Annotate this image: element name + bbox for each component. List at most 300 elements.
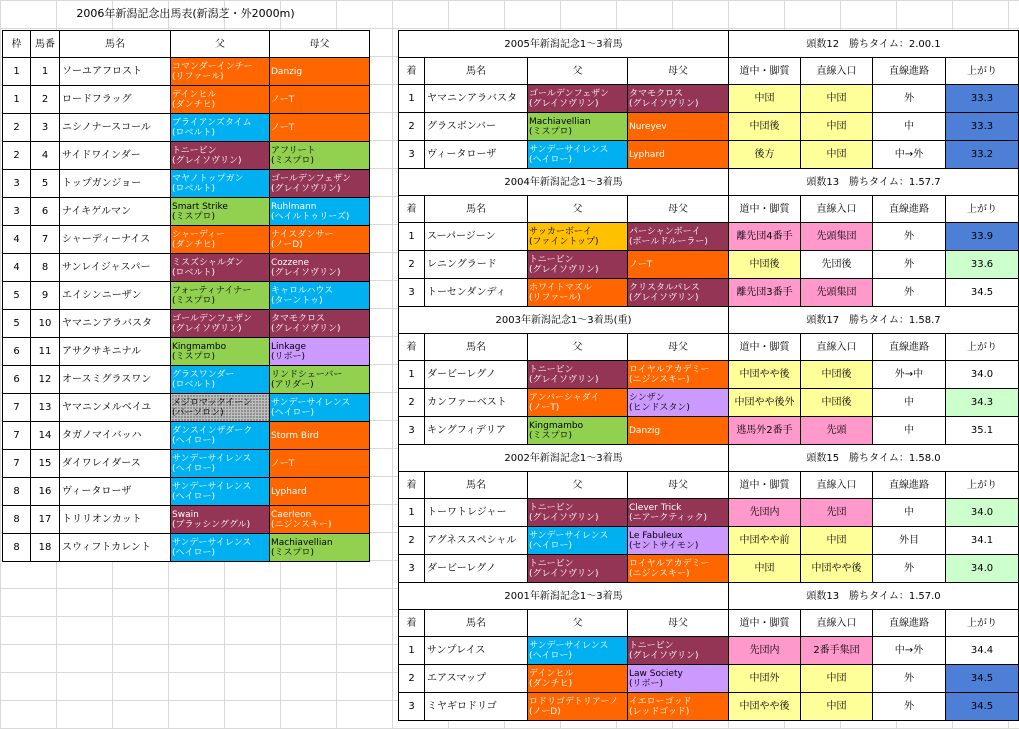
damsire-cell-line: (ニジンスキー) bbox=[629, 568, 690, 579]
sire-cell-line: (ノーD) bbox=[529, 706, 561, 717]
horse-name: アグネススペシャル bbox=[425, 527, 528, 555]
waku-number: 6 bbox=[3, 338, 31, 366]
race-title: 2004年新潟記念1～3着馬 bbox=[399, 169, 729, 196]
sire-cell-line: フォーティナイナー bbox=[172, 285, 252, 296]
waku-number: 7 bbox=[3, 394, 31, 422]
horse-name: トップガンジョー bbox=[60, 170, 171, 198]
race-info: 頭数15 勝ちタイム：1.58.0 bbox=[729, 445, 1019, 472]
stretch-route: 外 bbox=[873, 85, 946, 113]
stretch-entry: 中団後 bbox=[801, 361, 873, 389]
damsire-cell bbox=[628, 389, 729, 417]
entries-table bbox=[2, 30, 370, 562]
race-title-row bbox=[399, 583, 1019, 610]
sire-cell bbox=[171, 282, 270, 310]
entry-row bbox=[3, 422, 370, 450]
header-entry: 直線入口 bbox=[801, 58, 873, 85]
header-pos: 道中・脚質 bbox=[729, 472, 801, 499]
running-position: 中団 bbox=[729, 555, 801, 583]
damsire-cell bbox=[628, 499, 729, 527]
running-position: 中団後 bbox=[729, 113, 801, 141]
sire-cell-line: (ロベルト) bbox=[172, 267, 216, 278]
sire-cell-line: (ファイントップ) bbox=[529, 236, 599, 247]
sire-cell bbox=[171, 338, 270, 366]
damsire-cell-line: リンドシェーバー bbox=[271, 369, 343, 380]
horse-name: ミヤギロドリゴ bbox=[425, 693, 528, 721]
sire-cell-line: メジロマックイーン bbox=[172, 397, 253, 408]
damsire-cell bbox=[270, 254, 370, 282]
damsire-cell-line: (ノーD) bbox=[271, 239, 303, 250]
horse-name: ダービーレグノ bbox=[425, 361, 528, 389]
header-sire: 父 bbox=[171, 31, 270, 58]
last-3f-time: 34.0 bbox=[946, 499, 1019, 527]
last-3f-time: 34.0 bbox=[946, 555, 1019, 583]
header-entry: 直線入口 bbox=[801, 610, 873, 637]
race-title: 2005年新潟記念1～3着馬 bbox=[399, 31, 729, 58]
sire-cell-line: (ヘイロー) bbox=[529, 650, 573, 661]
race-title-row bbox=[399, 169, 1019, 196]
waku-number: 8 bbox=[3, 534, 31, 562]
sire-cell bbox=[171, 450, 270, 478]
sire-cell bbox=[171, 394, 270, 422]
sire-cell-line: ゴールデンフェザン bbox=[529, 88, 610, 99]
results-header-row bbox=[399, 472, 1019, 499]
sire-cell-line: Kingmambo bbox=[172, 341, 227, 352]
sire-cell-line: (パーソロン) bbox=[172, 407, 224, 418]
sire-cell-line: (ミスプロ) bbox=[172, 211, 216, 222]
sire-cell-line: マヤノトップガン bbox=[172, 173, 244, 184]
sire-cell-line: (リファール) bbox=[172, 71, 224, 82]
damsire-cell-line: アフリート bbox=[271, 145, 316, 156]
sire-cell bbox=[528, 693, 628, 721]
entry-row bbox=[3, 338, 370, 366]
finish-rank: 3 bbox=[399, 555, 425, 583]
damsire-cell bbox=[628, 251, 729, 279]
stretch-route: 外 bbox=[873, 665, 946, 693]
sire-cell-line: グラスワンダー bbox=[172, 369, 235, 380]
horse-name: ナイキゲルマン bbox=[60, 198, 171, 226]
result-row bbox=[399, 389, 1019, 417]
header-pos: 道中・脚質 bbox=[729, 196, 801, 223]
damsire-cell-line: (グレイソヴリン) bbox=[629, 98, 699, 109]
damsire-cell bbox=[628, 223, 729, 251]
sire-cell-line: デインヒル bbox=[529, 668, 574, 679]
finish-rank: 1 bbox=[399, 637, 425, 665]
running-position: 逃馬外2番手 bbox=[729, 417, 801, 445]
damsire-cell-line: Storm Bird bbox=[271, 430, 319, 441]
stretch-route: 外目 bbox=[873, 527, 946, 555]
umaban-number: 8 bbox=[31, 254, 60, 282]
sire-cell-line: (グレイソヴリン) bbox=[529, 568, 599, 579]
sire-cell-line: サンデーサイレンス bbox=[529, 144, 609, 155]
header-route: 直線進路 bbox=[873, 58, 946, 85]
entry-row bbox=[3, 142, 370, 170]
sire-cell-line: (リファール) bbox=[529, 292, 581, 303]
result-row bbox=[399, 693, 1019, 721]
damsire-cell-line: トニービン bbox=[629, 640, 674, 651]
umaban-number: 6 bbox=[31, 198, 60, 226]
sire-cell bbox=[528, 251, 628, 279]
finish-rank: 2 bbox=[399, 527, 425, 555]
damsire-cell-line: Danzig bbox=[271, 66, 303, 77]
running-position: 中団やや後 bbox=[729, 361, 801, 389]
entry-row bbox=[3, 170, 370, 198]
header-damsire: 母父 bbox=[270, 31, 370, 58]
damsire-cell-line: シンザン bbox=[629, 392, 665, 403]
damsire-cell bbox=[270, 534, 370, 562]
damsire-cell-line: ロイヤルアカデミー bbox=[629, 558, 710, 569]
damsire-cell-line: Lyphard bbox=[271, 486, 307, 497]
horse-name: キングフィデリア bbox=[425, 417, 528, 445]
entries-header-row bbox=[3, 31, 370, 58]
horse-name: サイドワインダー bbox=[60, 142, 171, 170]
sire-cell-line: (ミスプロ) bbox=[529, 126, 573, 137]
page-title: 2006年新潟記念出馬表(新潟芝・外2000m) bbox=[76, 7, 295, 20]
damsire-cell bbox=[270, 142, 370, 170]
sire-cell-line: (ヘイロー) bbox=[529, 540, 573, 551]
horse-name: ヤマニンメルベイユ bbox=[60, 394, 171, 422]
horse-name: ニシノナースコール bbox=[60, 114, 171, 142]
header-route: 直線進路 bbox=[873, 472, 946, 499]
header-rank: 着 bbox=[399, 472, 425, 499]
finish-rank: 3 bbox=[399, 417, 425, 445]
race-info: 頭数17 勝ちタイム：1.58.7 bbox=[729, 307, 1019, 334]
header-umaban: 馬番 bbox=[31, 31, 60, 58]
sire-cell-line: コマンダーインチー bbox=[172, 61, 253, 72]
sire-cell bbox=[171, 422, 270, 450]
sire-cell-line: アンバーシャダイ bbox=[529, 392, 600, 403]
sire-cell bbox=[528, 279, 628, 307]
last-3f-time: 33.3 bbox=[946, 85, 1019, 113]
last-3f-time: 33.2 bbox=[946, 141, 1019, 169]
entry-row bbox=[3, 226, 370, 254]
sire-cell-line: (グレイソヴリン) bbox=[529, 98, 599, 109]
sire-cell-line: (ダンチヒ) bbox=[172, 239, 216, 250]
damsire-cell-line: (グレイソヴリン) bbox=[629, 650, 699, 661]
stretch-route: 外 bbox=[873, 693, 946, 721]
finish-rank: 2 bbox=[399, 389, 425, 417]
damsire-cell-line: Clever Trick bbox=[629, 502, 682, 513]
stretch-route: 中→外 bbox=[873, 141, 946, 169]
running-position: 中団やや後 bbox=[729, 693, 801, 721]
sire-cell bbox=[171, 170, 270, 198]
umaban-number: 17 bbox=[31, 506, 60, 534]
stretch-entry: 中団 bbox=[801, 693, 873, 721]
waku-number: 7 bbox=[3, 450, 31, 478]
umaban-number: 9 bbox=[31, 282, 60, 310]
header-route: 直線進路 bbox=[873, 610, 946, 637]
damsire-cell-line: (ミスプロ) bbox=[271, 547, 315, 558]
header-damsire: 母父 bbox=[628, 196, 729, 223]
header-name: 馬名 bbox=[60, 31, 171, 58]
entry-row bbox=[3, 198, 370, 226]
damsire-cell bbox=[270, 226, 370, 254]
entry-row bbox=[3, 58, 370, 86]
sire-cell bbox=[171, 310, 270, 338]
damsire-cell-line: クリスタルパレス bbox=[629, 282, 700, 293]
damsire-cell-line: Machiavellian bbox=[271, 537, 333, 548]
sire-cell-line: トニービン bbox=[529, 254, 574, 265]
last-3f-time: 33.3 bbox=[946, 113, 1019, 141]
damsire-cell bbox=[270, 506, 370, 534]
result-row bbox=[399, 279, 1019, 307]
damsire-cell-line: (ボールドルーラー) bbox=[629, 236, 708, 247]
sire-cell-line: サンデーサイレンス bbox=[172, 481, 252, 492]
header-entry: 直線入口 bbox=[801, 472, 873, 499]
damsire-cell bbox=[628, 665, 729, 693]
damsire-cell bbox=[270, 310, 370, 338]
header-agari: 上がり bbox=[946, 196, 1019, 223]
last-3f-time: 33.6 bbox=[946, 251, 1019, 279]
header-agari: 上がり bbox=[946, 58, 1019, 85]
horse-name: ソーユアフロスト bbox=[60, 58, 171, 86]
finish-rank: 3 bbox=[399, 279, 425, 307]
race-info: 頭数13 勝ちタイム：1.57.7 bbox=[729, 169, 1019, 196]
sire-cell-line: ミスズシャルダン bbox=[172, 257, 244, 268]
damsire-cell-line: Linkage bbox=[271, 341, 307, 352]
damsire-cell bbox=[628, 141, 729, 169]
damsire-cell bbox=[270, 170, 370, 198]
damsire-cell-line: Law Society bbox=[629, 668, 683, 679]
horse-name: グラスボンバー bbox=[425, 113, 528, 141]
damsire-cell-line: (アリダー) bbox=[271, 379, 314, 390]
damsire-cell-line: (ニジンスキー) bbox=[271, 519, 332, 530]
header-pos: 道中・脚質 bbox=[729, 58, 801, 85]
stretch-entry: 先団 bbox=[801, 499, 873, 527]
damsire-cell-line: (リボー) bbox=[271, 351, 306, 362]
finish-rank: 1 bbox=[399, 85, 425, 113]
damsire-cell bbox=[270, 114, 370, 142]
sire-cell-line: サンデーサイレンス bbox=[529, 640, 609, 651]
damsire-cell bbox=[270, 394, 370, 422]
sire-cell bbox=[171, 198, 270, 226]
sire-cell-line: トニービン bbox=[529, 558, 574, 569]
sire-cell bbox=[171, 534, 270, 562]
entry-row bbox=[3, 86, 370, 114]
last-3f-time: 34.1 bbox=[946, 527, 1019, 555]
race-title-row bbox=[399, 307, 1019, 334]
waku-number: 5 bbox=[3, 310, 31, 338]
result-row bbox=[399, 637, 1019, 665]
header-name: 馬名 bbox=[425, 472, 528, 499]
damsire-cell bbox=[628, 279, 729, 307]
result-row bbox=[399, 361, 1019, 389]
finish-rank: 1 bbox=[399, 499, 425, 527]
damsire-cell-line: (ニジンスキー) bbox=[629, 374, 690, 385]
sire-cell-line: (グレイソヴリン) bbox=[172, 323, 242, 334]
stretch-route: 中 bbox=[873, 417, 946, 445]
header-agari: 上がり bbox=[946, 610, 1019, 637]
horse-name: ヴィータローザ bbox=[60, 478, 171, 506]
sire-cell-line: (ノーT) bbox=[529, 402, 560, 413]
header-route: 直線進路 bbox=[873, 196, 946, 223]
race-info: 頭数12 勝ちタイム：2.00.1 bbox=[729, 31, 1019, 58]
sire-cell bbox=[528, 527, 628, 555]
damsire-cell-line: (レッドゴッド) bbox=[629, 706, 690, 717]
sire-cell-line: (ミスプロ) bbox=[529, 430, 573, 441]
horse-name: ヤマニンアラバスタ bbox=[60, 310, 171, 338]
result-row bbox=[399, 85, 1019, 113]
stretch-route: 外 bbox=[873, 251, 946, 279]
sire-cell bbox=[528, 141, 628, 169]
last-3f-time: 34.4 bbox=[946, 637, 1019, 665]
sire-cell-line: (ヘイロー) bbox=[172, 547, 216, 558]
sire-cell bbox=[171, 58, 270, 86]
damsire-cell bbox=[628, 693, 729, 721]
header-sire: 父 bbox=[528, 196, 628, 223]
results-header-row bbox=[399, 58, 1019, 85]
result-row bbox=[399, 665, 1019, 693]
sire-cell-line: (ロベルト) bbox=[172, 127, 216, 138]
finish-rank: 1 bbox=[399, 223, 425, 251]
horse-name: トーセンダンディ bbox=[425, 279, 528, 307]
stretch-route: 中 bbox=[873, 113, 946, 141]
entry-row bbox=[3, 394, 370, 422]
running-position: 先団内 bbox=[729, 499, 801, 527]
stretch-entry: 中団 bbox=[801, 113, 873, 141]
damsire-cell-line: サンデーサイレンス bbox=[271, 397, 351, 408]
sire-cell-line: サンデーサイレンス bbox=[172, 537, 252, 548]
running-position: 中団後 bbox=[729, 251, 801, 279]
results-header-row bbox=[399, 196, 1019, 223]
waku-number: 5 bbox=[3, 282, 31, 310]
sire-cell-line: トニービン bbox=[529, 502, 574, 513]
horse-name: サンレイジャスパー bbox=[60, 254, 171, 282]
damsire-cell-line: ノーT bbox=[271, 122, 295, 133]
stretch-entry: 中団後 bbox=[801, 389, 873, 417]
result-row bbox=[399, 223, 1019, 251]
sire-cell bbox=[528, 85, 628, 113]
sire-cell-line: (ミスプロ) bbox=[172, 351, 216, 362]
waku-number: 4 bbox=[3, 226, 31, 254]
header-rank: 着 bbox=[399, 334, 425, 361]
sire-cell bbox=[528, 417, 628, 445]
umaban-number: 10 bbox=[31, 310, 60, 338]
waku-number: 8 bbox=[3, 478, 31, 506]
damsire-cell-line: ノーT bbox=[629, 259, 653, 270]
damsire-cell bbox=[270, 338, 370, 366]
header-rank: 着 bbox=[399, 58, 425, 85]
race-title-row bbox=[399, 31, 1019, 58]
damsire-cell-line: (ヒンドスタン) bbox=[629, 402, 690, 413]
header-rank: 着 bbox=[399, 610, 425, 637]
entry-row bbox=[3, 506, 370, 534]
sire-cell-line: ブライアンズタイム bbox=[172, 117, 252, 128]
umaban-number: 11 bbox=[31, 338, 60, 366]
stretch-entry: 2番手集団 bbox=[801, 637, 873, 665]
last-3f-time: 33.9 bbox=[946, 223, 1019, 251]
results-header-row bbox=[399, 334, 1019, 361]
stretch-route: 外 bbox=[873, 279, 946, 307]
entry-row bbox=[3, 450, 370, 478]
damsire-cell-line: (セントサイモン) bbox=[629, 540, 699, 551]
race-title-row bbox=[399, 445, 1019, 472]
sire-cell-line: トニービン bbox=[172, 145, 217, 156]
damsire-cell-line: (リボー) bbox=[629, 678, 664, 689]
horse-name: ダービーレグノ bbox=[425, 555, 528, 583]
running-position: 離先団3番手 bbox=[729, 279, 801, 307]
damsire-cell bbox=[270, 58, 370, 86]
stretch-route: 外 bbox=[873, 555, 946, 583]
sire-cell-line: Swain bbox=[172, 509, 199, 520]
horse-name: トーワトレジャー bbox=[425, 499, 528, 527]
sire-cell bbox=[528, 665, 628, 693]
sire-cell-line: ホワイトマズル bbox=[529, 282, 592, 293]
sire-cell-line: (グレイソヴリン) bbox=[172, 155, 242, 166]
results-header-row bbox=[399, 610, 1019, 637]
running-position: 先団内 bbox=[729, 637, 801, 665]
damsire-cell-line: ナイスダンサー bbox=[271, 229, 334, 240]
damsire-cell-line: (ヘイルトゥリーズ) bbox=[271, 211, 350, 222]
race-title: 2002年新潟記念1～3着馬 bbox=[399, 445, 729, 472]
header-pos: 道中・脚質 bbox=[729, 610, 801, 637]
header-agari: 上がり bbox=[946, 472, 1019, 499]
sire-cell-line: (ブラッシンググル) bbox=[172, 519, 251, 530]
stretch-entry: 先団後 bbox=[801, 251, 873, 279]
sire-cell-line: (ヘイロー) bbox=[529, 154, 573, 165]
finish-rank: 2 bbox=[399, 113, 425, 141]
damsire-cell bbox=[628, 361, 729, 389]
damsire-cell-line: パーシャンボーイ bbox=[629, 226, 701, 237]
sire-cell bbox=[528, 555, 628, 583]
damsire-cell-line: ノーT bbox=[271, 458, 295, 469]
horse-name: タガノマイバッハ bbox=[60, 422, 171, 450]
last-3f-time: 35.1 bbox=[946, 417, 1019, 445]
running-position: 後方 bbox=[729, 141, 801, 169]
result-row bbox=[399, 555, 1019, 583]
sire-cell-line: ダンスインザダーク bbox=[172, 425, 253, 436]
sire-cell-line: (ダンチヒ) bbox=[172, 99, 216, 110]
horse-name: トリリオンカット bbox=[60, 506, 171, 534]
damsire-cell-line: Lyphard bbox=[629, 149, 665, 160]
header-name: 馬名 bbox=[425, 610, 528, 637]
stretch-entry: 中団 bbox=[801, 85, 873, 113]
umaban-number: 12 bbox=[31, 366, 60, 394]
header-waku: 枠 bbox=[3, 31, 31, 58]
damsire-cell-line: (グレイソヴリン) bbox=[629, 292, 699, 303]
stretch-entry: 中団 bbox=[801, 527, 873, 555]
damsire-cell-line: Caerleon bbox=[271, 509, 312, 520]
stretch-entry: 中団 bbox=[801, 141, 873, 169]
damsire-cell-line: (グレイソヴリン) bbox=[271, 323, 341, 334]
finish-rank: 2 bbox=[399, 251, 425, 279]
sire-cell-line: (ヘイロー) bbox=[172, 463, 216, 474]
waku-number: 3 bbox=[3, 198, 31, 226]
race-info: 頭数13 勝ちタイム：1.57.0 bbox=[729, 583, 1019, 610]
waku-number: 4 bbox=[3, 254, 31, 282]
sire-cell bbox=[528, 113, 628, 141]
damsire-cell bbox=[270, 450, 370, 478]
umaban-number: 4 bbox=[31, 142, 60, 170]
stretch-route: 中 bbox=[873, 499, 946, 527]
sire-cell bbox=[171, 86, 270, 114]
damsire-cell-line: Le Fabuleux bbox=[629, 530, 683, 541]
header-damsire: 母父 bbox=[628, 334, 729, 361]
umaban-number: 1 bbox=[31, 58, 60, 86]
sire-cell-line: ゴールデンフェザン bbox=[172, 313, 253, 324]
stretch-entry: 先頭集団 bbox=[801, 279, 873, 307]
horse-name: レニングラード bbox=[425, 251, 528, 279]
damsire-cell bbox=[628, 85, 729, 113]
result-row bbox=[399, 113, 1019, 141]
damsire-cell bbox=[628, 113, 729, 141]
horse-name: ヤマニンアラバスタ bbox=[425, 85, 528, 113]
stretch-entry: 先頭集団 bbox=[801, 223, 873, 251]
sire-cell bbox=[528, 637, 628, 665]
result-row bbox=[399, 251, 1019, 279]
umaban-number: 3 bbox=[31, 114, 60, 142]
stretch-entry: 中団 bbox=[801, 665, 873, 693]
finish-rank: 2 bbox=[399, 665, 425, 693]
